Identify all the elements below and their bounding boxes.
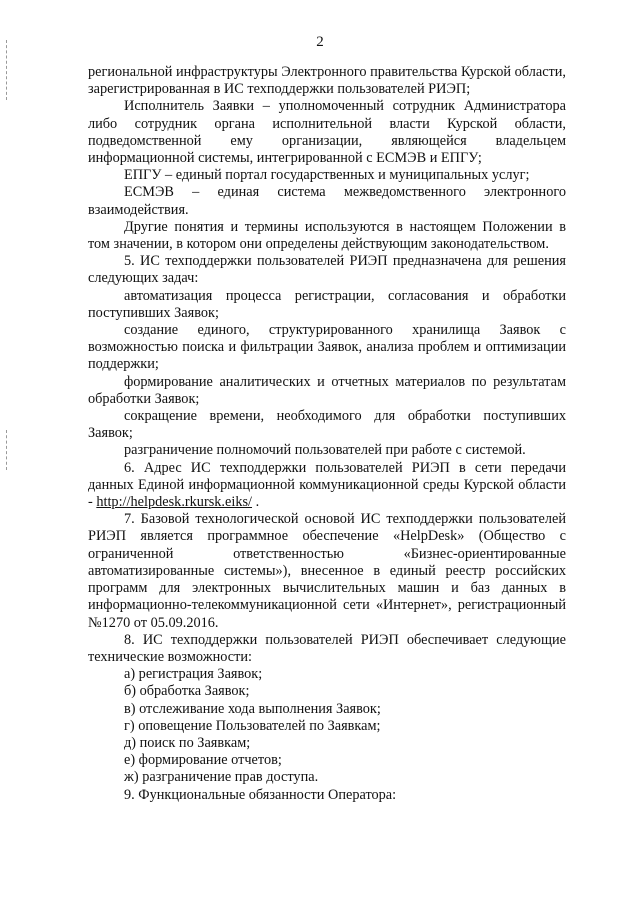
paragraph-text: создание единого, структурированного хранилища Заявок с возможностью поиска и фильтрации Заявок, анализа проблем и оптимизации поддержки;	[88, 322, 566, 373]
paragraph-text: 8. ИС техподдержки пользователей РИЭП обеспечивает следующие технические возможности:	[88, 631, 566, 665]
document-body	[88, 64, 566, 804]
list-item	[88, 735, 566, 752]
paragraph	[88, 98, 566, 167]
binder-mark-middle	[6, 430, 7, 470]
paragraph	[88, 442, 566, 459]
paragraph-text-tail: .	[252, 494, 260, 511]
paragraph	[88, 374, 566, 408]
paragraph	[88, 322, 566, 374]
paragraph-text: б) обработка Заявок;	[124, 683, 250, 700]
paragraph-text: в) отслеживание хода выполнения Заявок;	[124, 700, 381, 717]
list-item	[88, 752, 566, 769]
paragraph-text: ЕПГУ – единый портал государственных и муниципальных услуг;	[124, 167, 530, 184]
helpdesk-link[interactable]: http://helpdesk.rkursk.eiks/	[96, 494, 253, 511]
paragraph-text: 5. ИС техподдержки пользователей РИЭП предназначена для решения следующих задач:	[88, 253, 566, 287]
paragraph	[88, 167, 566, 184]
paragraph	[88, 288, 566, 322]
paragraph-text: 6. Адрес ИС техподдержки пользователей РИЭП в сети передачи данных Единой информационной коммуникационной среды Курской области -	[88, 459, 566, 511]
paragraph-text: а) регистрация Заявок;	[124, 666, 263, 683]
paragraph-text: 9. Функциональные обязанности Оператора:	[124, 786, 397, 803]
paragraph-text: автоматизация процесса регистрации, согласования и обработки поступивших Заявок;	[88, 287, 566, 321]
paragraph	[88, 253, 566, 287]
paragraph-text: сокращение времени, необходимого для обработки поступивших Заявок;	[88, 408, 566, 442]
paragraph	[88, 460, 566, 512]
list-item	[88, 666, 566, 683]
paragraph-text: формирование аналитических и отчетных материалов по результатам обработки Заявок;	[88, 373, 566, 407]
paragraph	[88, 408, 566, 442]
paragraph-text: е) формирование отчетов;	[124, 752, 282, 769]
paragraph	[88, 184, 566, 218]
paragraph-text: Исполнитель Заявки – уполномоченный сотрудник Администратора либо сотрудник органа исполнительной власти Курской области, подведомственной ему организации, являющейся владельцем информационной системы, интегрированной с ЕСМЭВ и ЕПГУ;	[88, 98, 566, 167]
paragraph-text: Другие понятия и термины используются в настоящем Положении в том значении, в котором они определены действующим законодательством.	[88, 218, 566, 253]
paragraph-text: ЕСМЭВ – единая система межведомственного электронного взаимодействия.	[88, 184, 566, 218]
paragraph-text: региональной инфраструктуры Электронного правительства Курской области, зарегистрированная в ИС техподдержки пользователей РИЭП;	[88, 64, 567, 98]
paragraph-text: г) оповещение Пользователей по Заявкам;	[124, 717, 381, 734]
paragraph-text: разграничение полномочий пользователей при работе с системой.	[124, 442, 526, 459]
list-item	[88, 787, 566, 804]
list-item	[88, 683, 566, 700]
paragraph	[88, 511, 566, 631]
paragraph	[88, 64, 566, 98]
paragraph	[88, 219, 566, 253]
paragraph-text: 7. Базовой технологической основой ИС техподдержки пользователей РИЭП является программное обеспечение «HelpDesk» (Общество с ограниченной ответственностью «Бизнес-ориентированные автоматизированные системы»), внесенное в единый реестр российских программ для электронных вычислительных машин и баз данных в информационно-телекоммуникационной сети «Интернет», регистрационный №1270 от 05.09.2016.	[88, 511, 566, 631]
page-number: 2	[316, 34, 324, 50]
paragraph	[88, 632, 566, 666]
paragraph-text: д) поиск по Заявкам;	[124, 734, 251, 751]
list-item	[88, 701, 566, 718]
paragraph-text: ж) разграничение прав доступа.	[124, 769, 319, 786]
list-item	[88, 718, 566, 735]
list-item	[88, 769, 566, 786]
